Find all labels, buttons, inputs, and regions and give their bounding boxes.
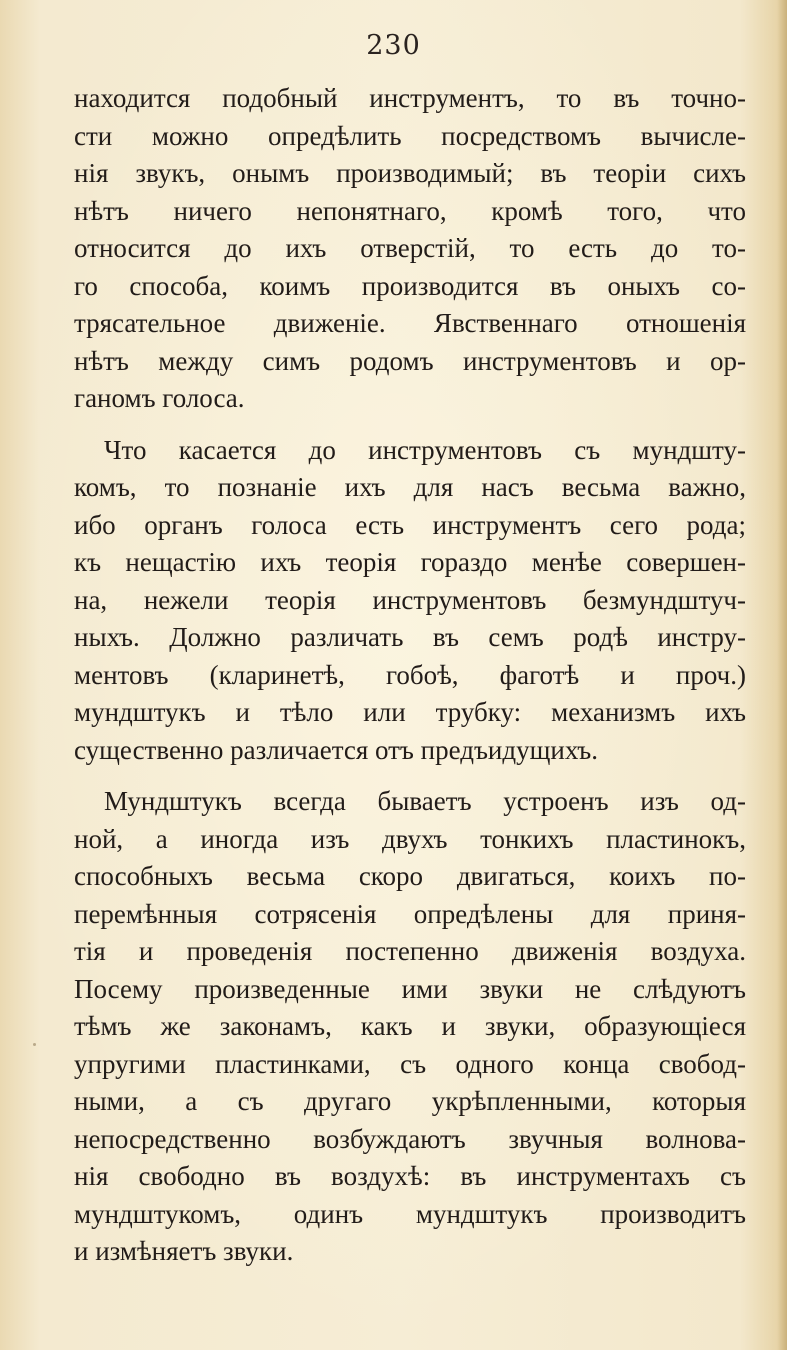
text-line: Посему произведенные ими звуки не слѣдуютъ (74, 973, 746, 1004)
page-gutter-shadow (777, 0, 787, 1350)
text-line: къ нещастію ихъ теорія гораздо менѣе совершен- (74, 547, 746, 577)
text-line: комъ, то познаніе ихъ для насъ весьма важно, (74, 472, 746, 502)
text-line: нія свободно въ воздухѣ: въ инструментахъ съ (74, 1161, 746, 1191)
text-line: нѣтъ ничего непонятнаго, кромѣ того, что (74, 195, 746, 226)
text-line: непосредственно возбуждаютъ звучныя волнова- (74, 1123, 746, 1154)
text-line: сти можно опредѣлить посредствомъ вычисле- (74, 120, 746, 151)
body-text (74, 80, 746, 1271)
text-line: находится подобный инструментъ, то въ точно- (74, 83, 746, 113)
text-line: на, нежели теорія инструментовъ безмундштуч- (74, 584, 746, 615)
text-line: упругими пластинками, съ одного конца свобод- (74, 1048, 746, 1079)
text-line: тія и проведенія постепенно движенія воздуха. (74, 936, 746, 966)
text-line: Мундштукъ всегда бываетъ устроенъ изъ од- (104, 786, 746, 816)
paragraph-1 (74, 80, 746, 418)
text-line: тѣмъ же законамъ, какъ и звуки, образующіеся (74, 1011, 746, 1041)
text-line: существенно различается отъ предъидущихъ. (74, 734, 599, 765)
text-line: трясательное движеніе. Явственнаго отношенія (74, 308, 746, 338)
text-line: относится до ихъ отверстій, то есть до то- (74, 233, 746, 263)
text-line: и измѣняетъ звуки. (74, 1236, 294, 1266)
paragraph-3 (74, 783, 746, 1271)
text-line: го способа, коимъ производится въ оныхъ со- (74, 270, 746, 301)
text-line: нія звукъ, онымъ производимый; въ теоріи сихъ (74, 158, 746, 188)
text-line: ганомъ голоса. (74, 383, 245, 413)
page-number: 230 (366, 30, 421, 61)
text-line: мундштукъ и тѣло или трубку: механизмъ ихъ (74, 697, 746, 727)
text-line: ныхъ. Должно различать въ семъ родѣ инстру- (74, 622, 746, 652)
text-line: ными, а съ другаго укрѣпленными, которыя (74, 1086, 746, 1116)
text-line: ной, а иногда изъ двухъ тонкихъ пластинокъ, (74, 823, 746, 854)
text-line: Что касается до инструментовъ съ мундшту- (104, 434, 746, 465)
text-line: ментовъ (кларинетѣ, гобоѣ, фаготѣ и проч.) (74, 659, 746, 690)
paragraph-gap (74, 418, 746, 432)
text-line: мундштукомъ, одинъ мундштукъ производитъ (74, 1198, 746, 1229)
paper-speck (33, 1043, 36, 1046)
text-line: способныхъ весьма скоро двигаться, коихъ по- (74, 861, 746, 891)
text-line: ибо органъ голоса есть инструментъ сего рода; (74, 509, 746, 540)
paragraph-2 (74, 432, 746, 770)
paragraph-gap (74, 769, 746, 783)
text-line: перемѣнныя сотрясенія опредѣлены для приня- (74, 898, 746, 929)
text-line: нѣтъ между симъ родомъ инструментовъ и ор- (74, 345, 746, 376)
